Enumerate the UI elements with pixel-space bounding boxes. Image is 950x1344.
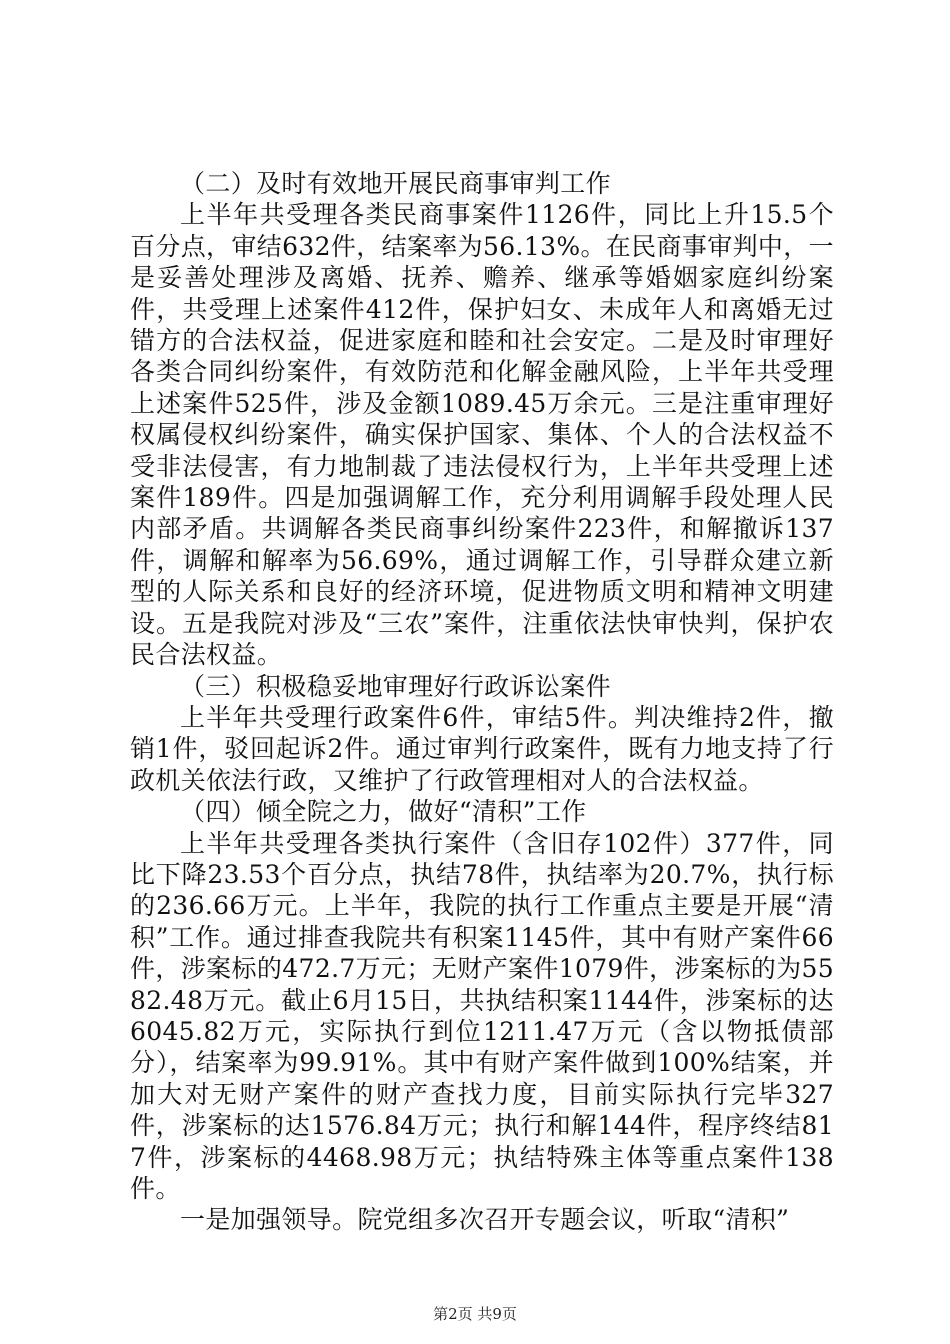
section-heading-administrative: （三）积极稳妥地审理好行政诉讼案件 — [180, 671, 611, 701]
paragraph-leadership: 一是加强领导。院党组多次召开专题会议，听取“清积” — [180, 1205, 790, 1235]
document-body — [130, 168, 834, 1236]
paragraph-enforcement: 上半年共受理各类执行案件（含旧存102件）377件，同比下降23.53个百分点，执结78件，执结率为20.7%，执行标的236.66万元。上半年，我院的执行工作重点主要是开展“清积”工作。通过排查我院共有积案1145件，其中有财产案件66件，涉案标的472.7万元；无财产案件1079件，涉案标的为5582.48万元。截止6月15日，共执结积案1144件，涉案标的达6045.82万元，实际执行到位1211.47万元（含以物抵债部分），结案率为99.91%。其中有财产案件做到100%结案，并加大对无财产案件的财产查找力度，目前实际执行完毕327件，涉案标的达1576.84万元；执行和解144件，程序终结817件，涉案标的4468.98万元；执结特殊主体等重点案件138件。 — [130, 828, 834, 1203]
section-heading-enforcement: （四）倾全院之力，做好“清积”工作 — [180, 797, 587, 827]
page-footer: 第2页 共9页 — [433, 1305, 517, 1323]
section-heading-civil-commercial: （二）及时有效地开展民商事审判工作 — [180, 169, 611, 198]
paragraph-administrative: 上半年共受理行政案件6件，审结5件。判决维持2件，撤销1件，驳回起诉2件。通过审判行政案件，既有力地支持了行政机关依法行政，又维护了行政管理相对人的合法权益。 — [130, 702, 834, 795]
paragraph-civil-commercial: 上半年共受理各类民商事案件1126件，同比上升15.5个百分点，审结632件，结案率为56.13%。在民商事审判中，一是妥善处理涉及离婚、抚养、赡养、继承等婚姻家庭纠纷案件，共受理上述案件412件，保护妇女、未成年人和离婚无过错方的合法权益，促进家庭和睦和社会安定。二是及时审理好各类合同纠纷案件，有效防范和化解金融风险，上半年共受理上述案件525件，涉及金额1089.45万余元。三是注重审理好权属侵权纠纷案件，确实保护国家、集体、个人的合法权益不受非法侵害，有力地制裁了违法侵权行为，上半年共受理上述案件189件。四是加强调解工作，充分利用调解手段处理人民内部矛盾。共调解各类民商事纠纷案件223件，和解撤诉137件，调解和解率为56.69%，通过调解工作，引导群众建立新型的人际关系和良好的经济环境，促进物质文明和精神文明建设。五是我院对涉及“三农”案件，注重依法快审快判，保护农民合法权益。 — [130, 200, 834, 670]
